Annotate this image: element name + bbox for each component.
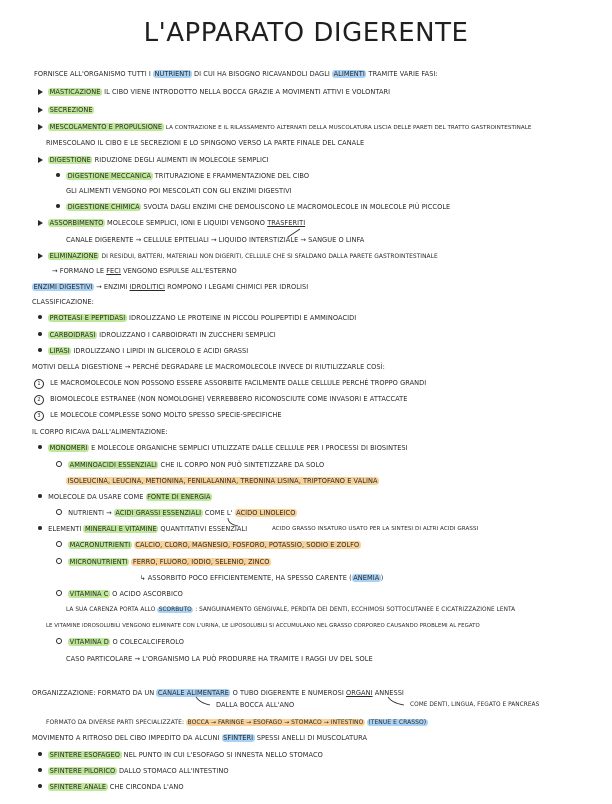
phase-text: MOLECOLE SEMPLICI, IONI E LIQUIDI VENGONO: [107, 219, 266, 227]
sub-heading: DIGESTIONE MECCANICA: [67, 172, 152, 180]
motivo-text: BIOMOLECOLE ESTRANEE (NON NOMOLOGHE) VERREBBERO RICONOSCIUTE COME INVASORI E ATTACCATE: [50, 395, 408, 403]
arrow-icon: ↳: [140, 574, 146, 582]
phase-text: IL CIBO VIENE INTRODOTTO NELLA BOCCA GRAZIE A MOVIMENTI ATTIVI E VOLONTARI: [104, 88, 391, 96]
keyword-sfinteri: SFINTERI: [223, 734, 254, 742]
connector-arrow-icon: [196, 697, 210, 705]
enzimi-classificazione: CLASSIFICAZIONE:: [32, 298, 94, 306]
item-text: CHE IL CORPO NON PUÒ SINTETIZZARE DA SOLO: [160, 461, 325, 469]
phase-text: LA CONTRAZIONE E IL RILASSAMENTO ALTERNATI DELLA MUSCOLATURA LISCIA DELLE PARETI DEL TRATTO GASTROINTESTINALE: [165, 125, 532, 131]
item-text: LA SUA CARENZA PORTA ALLO: [66, 607, 156, 613]
page-title: L'APPARATO DIGERENTE: [143, 18, 469, 48]
amminoacidi-list-text: ISOLEUCINA, LEUCINA, METIONINA, FENILALANINA, TREONINA LISINA, TRIPTOFANO E VALINA: [67, 477, 378, 485]
item-text: ELEMENTI: [48, 525, 82, 533]
item-text: MOLECOLE DA USARE COME: [48, 493, 144, 501]
item-heading: VITAMINA C: [69, 590, 109, 598]
org-text: ORGANIZZAZIONE: FORMATO DA UN: [32, 689, 155, 697]
keyword-feci: FECI: [106, 267, 121, 275]
phase-heading: DIGESTIONE: [49, 156, 91, 164]
phase-text: RIMESCOLANO IL CIBO E LE SECREZIONI E LO SPINGONO VERSO LA PARTE FINALE DEL CANALE: [46, 139, 365, 147]
linoleico-note: ACIDO GRASSO INSATURO USATO PER LA SINTESI DI ALTRI ACIDI GRASSI: [272, 526, 479, 532]
phase-text: DI RESIDUI, BATTERI, MATERIALI NON DIGERITI, CELLULE CHE SI SFALDANO DALLA PARETE GASTROINTESTINALE: [101, 254, 438, 260]
org-text: ANNESSI: [374, 689, 404, 697]
item-text: QUANTITATIVI ESSENZIALI: [160, 525, 248, 533]
motivi-heading: MOTIVI DELLA DIGESTIONE → PERCHÉ DEGRADARE LE MACROMOLECOLE INVECE DI RIUTILIZZARLE COSÌ:: [32, 363, 385, 371]
number-badge: 2: [34, 395, 44, 405]
phase-text: → FORMANO LE: [52, 267, 105, 275]
keyword-scorbuto: SCORBUTO: [158, 607, 192, 613]
canale-note: DALLA BOCCA ALL'ANO: [216, 701, 295, 709]
sub-text: GLI ALIMENTI VENGONO POI MESCOLATI CON GLI ENZIMI DIGESTIVI: [66, 187, 292, 195]
item-heading: VITAMINA D: [69, 638, 109, 646]
keyword-idrolitici: IDROLITICI: [129, 283, 165, 291]
item-heading: MONOMERI: [49, 444, 88, 452]
sfintere-heading: SFINTERE ESOFAGEO: [49, 751, 120, 759]
item-heading: MICRONUTRIENTI: [69, 558, 128, 566]
enzimi-text: ROMPONO I LEGAMI CHIMICI PER IDROLISI: [167, 283, 309, 291]
keyword-enzimi-digestivi: ENZIMI DIGESTIVI: [33, 283, 93, 291]
motivo-text: LE MOLECOLE COMPLESSE SONO MOLTO SPESSO SPECIE-SPECIFICHE: [50, 411, 282, 419]
connector-arrow-icon: [288, 229, 300, 237]
org-text: FORMATO DA DIVERSE PARTI SPECIALIZZATE:: [46, 719, 185, 726]
enzyme-heading: LIPASI: [49, 347, 70, 355]
item-text: E MOLECOLE ORGANICHE SEMPLICI UTILIZZATE DALLE CELLULE PER I PROCESSI DI BIOSINTESI: [91, 444, 408, 452]
org-text: O TUBO DIGERENTE E NUMEROSI: [232, 689, 344, 697]
phase-text: VENGONO ESPULSE ALL'ESTERNO: [123, 267, 237, 275]
vitamine-line: LE VITAMINE IDROSOLUBILI VENGONO ELIMINATE CON L'URINA, LE LIPOSOLUBILI SI ACCUMULANO NEL GRASSO CORPOREO CAUSANDO PROBLEMI AL FEGATO: [46, 623, 480, 629]
organi-note: COME DENTI, LINGUA, FEGATO E PANCREAS: [410, 702, 540, 708]
motivo-text: LE MACROMOLECOLE NON POSSONO ESSERE ASSORBITE FACILMENTE DALLE CELLULE PERCHÉ TROPPO GRANDI: [50, 379, 427, 387]
keyword-canale-alimentare: CANALE ALIMENTARE: [157, 689, 229, 697]
enzyme-text: IDROLIZZANO I CARBOIDRATI IN ZUCCHERI SEMPLICI: [99, 331, 276, 339]
item-heading: FONTE DI ENERGIA: [147, 493, 211, 501]
enzyme-text: IDROLIZZANO LE PROTEINE IN PICCOLI POLIPEPTIDI E AMMINOACIDI: [128, 314, 357, 322]
item-text: NUTRIENTI →: [68, 509, 112, 517]
keyword-nutrienti: NUTRIENTI: [154, 70, 191, 78]
sfintere-heading: SFINTERE ANALE: [49, 783, 107, 791]
item-text: : SANGUINAMENTO GENGIVALE, PERDITA DEI DENTI, ECCHIMOSI SOTTOCUTANEE E CICATRIZZAZIONE LENTA: [195, 607, 516, 613]
micronutrienti-list: FERRO, FLUORO, IODIO, SELENIO, ZINCO: [132, 558, 270, 566]
keyword-tenue-crasso: (TENUE E CRASSO): [368, 719, 427, 726]
item-text: O ACIDO ASCORBICO: [112, 590, 183, 598]
intro-text: FORNISCE ALL'ORGANISMO TUTTI I: [34, 70, 151, 78]
org-text: SPESSI ANELLI DI MUSCOLATURA: [256, 734, 368, 742]
phase-heading: SECREZIONE: [49, 106, 93, 114]
keyword-acido-linoleico: ACIDO LINOLEICO: [236, 509, 296, 517]
enzimi-text: → ENZIMI: [96, 283, 128, 291]
sub-heading: DIGESTIONE CHIMICA: [67, 203, 140, 211]
sfintere-text: CHE CIRCONDA L'ANO: [109, 783, 184, 791]
alimentazione-heading: IL CORPO RICAVA DALL'ALIMENTAZIONE:: [32, 428, 168, 436]
phase-heading: MASTICAZIONE: [49, 88, 101, 96]
sub-text: SVOLTA DAGLI ENZIMI CHE DEMOLISCONO LE MACROMOLECOLE IN MOLECOLE PIÙ PICCOLE: [143, 203, 451, 211]
keyword-organi: ORGANI: [345, 689, 373, 697]
enzyme-text: IDROLIZZANO I LIPIDI IN GLICEROLO E ACIDI GRASSI: [73, 347, 249, 355]
intro-text: DI CUI HA BISOGNO RICAVANDOLI DAGLI: [194, 70, 330, 78]
macronutrienti-list: CALCIO, CLORO, MAGNESIO, FOSFORO, POTASSIO, SODIO E ZOLFO: [135, 541, 360, 549]
enzyme-heading: CARBOIDRASI: [49, 331, 96, 339]
phase-text: CANALE DIGERENTE → CELLULE EPITELIALI → LIQUIDO INTERSTIZIALE → SANGUE O LINFA: [66, 236, 365, 244]
phase-heading: ELIMINAZIONE: [49, 252, 98, 260]
number-badge: 3: [34, 411, 44, 421]
connector-arrow-icon: [388, 697, 404, 705]
keyword-alimenti: ALIMENTI: [333, 70, 365, 78]
item-heading: AMMINOACIDI ESSENZIALI: [69, 461, 157, 469]
keyword-trasferiti: TRASFERITI: [267, 219, 306, 227]
item-text: O COLECALCIFEROLO: [112, 638, 185, 646]
sfintere-text: NEL PUNTO IN CUI L'ESOFAGO SI INNESTA NELLO STOMACO: [123, 751, 323, 759]
note-text: ): [380, 574, 384, 582]
sfintere-text: DALLO STOMACO ALL'INTESTINO: [118, 767, 229, 775]
phase-heading: MESCOLAMENTO E PROPULSIONE: [49, 123, 163, 131]
connector-arrow-icon: [228, 518, 238, 526]
enzyme-heading: PROTEASI E PEPTIDASI: [49, 314, 126, 322]
sub-text: TRITURAZIONE E FRAMMENTAZIONE DEL CIBO: [154, 172, 310, 180]
phase-heading: ASSORBIMENTO: [49, 219, 104, 227]
item-heading: MACRONUTRIENTI: [69, 541, 131, 549]
intro-text: TRAMITE VARIE FASI:: [368, 70, 438, 78]
item-text: COME L': [204, 509, 233, 517]
item-heading: MINERALI E VITAMINE: [84, 525, 157, 533]
sfintere-heading: SFINTERE PILORICO: [49, 767, 116, 775]
tract-sequence: BOCCA → FARINGE → ESOFAGO → STOMACO → INTESTINO: [187, 719, 364, 726]
phase-text: RIDUZIONE DEGLI ALIMENTI IN MOLECOLE SEMPLICI: [94, 156, 269, 164]
item-heading: ACIDI GRASSI ESSENZIALI: [115, 509, 202, 517]
keyword-anemia: ANEMIA: [353, 574, 380, 582]
vitamina-d-line: CASO PARTICOLARE → L'ORGANISMO LA PUÒ PRODURRE HA TRAMITE I RAGGI UV DEL SOLE: [66, 655, 373, 663]
number-badge: 1: [34, 379, 44, 389]
org-text: MOVIMENTO A RITROSO DEL CIBO IMPEDITO DA ALCUNI: [32, 734, 220, 742]
note-text: ASSORBITO POCO EFFICIENTEMENTE, HA SPESSO CARENTE (: [147, 574, 352, 582]
